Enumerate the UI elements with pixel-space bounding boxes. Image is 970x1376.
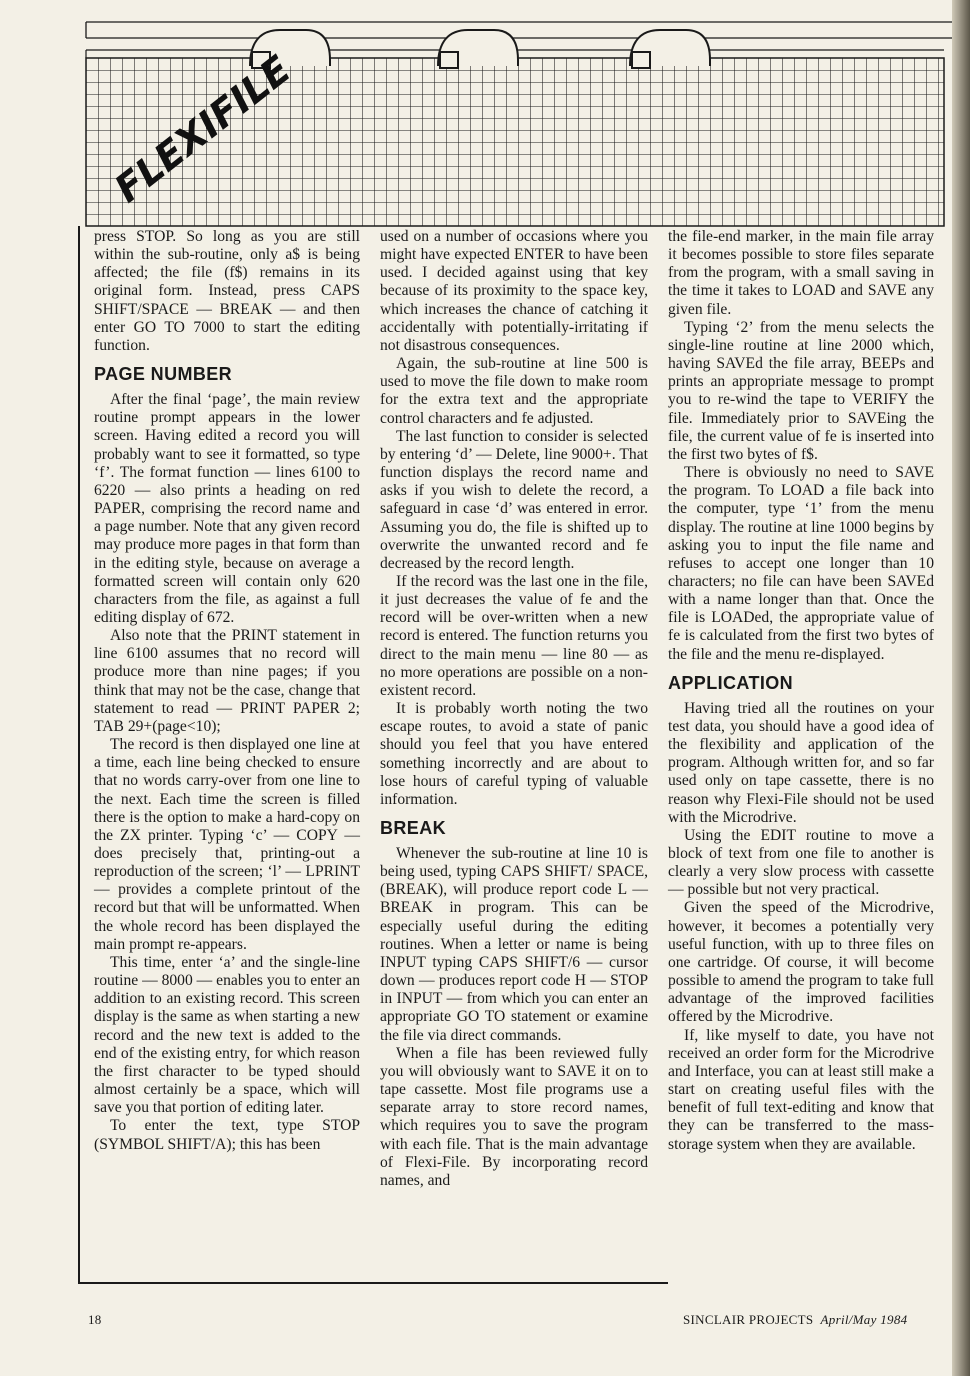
article-column-2 xyxy=(380,228,648,1190)
article-column-3 xyxy=(668,228,934,1154)
page-number: 18 xyxy=(88,1312,102,1327)
body-paragraph: When a file has been reviewed fully you will obviously want to SAVE it on to tape cassette. Most file programs use a separate array to store record names, which requires you to save the program with each file. That is the main advantage of Flexi-File. By incorporating record names, and xyxy=(380,1044,648,1189)
section-heading: BREAK xyxy=(380,818,447,838)
body-paragraph: Typing ‘2’ from the menu selects the single-line routine at line 2000 which, having SAVEd the file array, BEEPs and prints an appropriate message to prompt you to re-wind the tape to VERIFY the file. Immediately prior to SAVEing the file, the current value of fe is inserted into the first two bytes of f$. xyxy=(668,318,934,463)
flexifile-logo: FLEXIFILE xyxy=(106,47,299,212)
body-paragraph: Also note that the PRINT statement in line 6100 assumes that no record will produce more than nine pages; if you think that may not be the case, change that statement to read — PRINT PAPER 2; TAB 29+(page<10); xyxy=(94,627,360,735)
publication-footer xyxy=(683,1312,907,1328)
page-edge-shadow xyxy=(952,0,970,1376)
body-paragraph: the file-end marker, in the main file array it becomes possible to store files separate from the program, with a small saving in the time it takes to LOAD and SAVE any given file. xyxy=(668,228,934,318)
issue-date: April/May 1984 xyxy=(820,1312,908,1327)
body-paragraph: If the record was the last one in the file, it just decreases the value of fe and the record will be over-written when a new record is entered. The function returns you direct to the main menu — line 80 — as no more operations are possible on a non-existent record. xyxy=(380,572,648,699)
body-paragraph: Given the speed of the Microdrive, however, it becomes a potentially very useful function, with up to three files on one cartridge. Of course, it will become possible to amend the program to take full advantage of the improved facilities offered by the Microdrive. xyxy=(668,899,934,1026)
body-paragraph: Having tried all the routines on your test data, you should have a good idea of the flexibility and application of the program. Although written for, and so far used only on tape cassette, there is no reason why Flexi-File should not be used with the Microdrive. xyxy=(668,699,934,826)
article-column-1 xyxy=(94,228,360,1154)
section-heading: APPLICATION xyxy=(668,672,794,693)
body-paragraph: The record is then displayed one line at a time, each line being checked to ensure that no words carry-over from one line to the next. Each time the screen is filled there is the option to make a hard-copy on the ZX printer. Typing ‘c’ — COPY — does precisely that, printing-out a reproduction of the screen; ‘l’ — LPRINT — provides a complete printout of the record but that will be unformatted. When the whole record has been displayed the main prompt re-appears. xyxy=(94,736,360,953)
body-paragraph: To enter the text, type STOP (SYMBOL SHIFT/A); this has been xyxy=(94,1117,360,1153)
body-paragraph: Whenever the sub-routine at line 10 is being used, typing CAPS SHIFT/ SPACE, (BREAK), will produce report code L — BREAK in program. This can be especially useful during the editing routines. When a letter or name is being INPUT typing CAPS SHIFT/6 — cursor down — produces report code H — STOP in INPUT — from which you can enter an appropriate GO TO statement or examine the file via direct commands. xyxy=(380,845,648,1044)
body-paragraph: press STOP. So long as you are still within the sub-routine, only a$ is being affected; the file (f$) remains in its original form. Instead, press CAPS SHIFT/SPACE — BREAK — and then enter GO TO 7000 to start the editing function. xyxy=(94,228,360,354)
body-paragraph: After the final ‘page’, the main review routine prompt appears in the lower screen. Having edited a record you will probably want to see it formatted, so type ‘f’. The format function — lines 6100 to 6220 — also prints a heading on red PAPER, comprising the record name and a page number. Note that any given record may produce more pages in that form than in the editing style, because on average a formatted screen will contain only 620 characters from the file, as against a full editing display of 672. xyxy=(94,391,360,626)
body-paragraph: Using the EDIT routine to move a block of text from one file to another is clearly a very slow process with cassette — possible but not very practical. xyxy=(668,826,934,899)
column-divider-left xyxy=(78,226,80,1284)
body-paragraph: If, like myself to date, you have not received an order form for the Microdrive and Interface, you can at least still make a start on creating useful files with the benefit of full text-editing and know that they can be transferred to the mass-storage system when they are available. xyxy=(668,1026,934,1153)
body-paragraph: The last function to consider is selected by entering ‘d’ — Delete, line 9000+. That function displays the record name and asks if you wish to delete the record, a safeguard in case ‘d’ was entered in error. Assuming you do, the file is shifted up to overwrite the unwanted record and fe decreased by the record length. xyxy=(380,427,648,572)
body-paragraph: It is probably worth noting the two escape routes, to avoid a state of panic should you feel that you have entered something incorrectly and are about to lose hours of careful typing of valuable information. xyxy=(380,700,648,808)
body-paragraph: There is obviously no need to SAVE the program. To LOAD a file back into the computer, type ‘1’ from the menu display. The routine at line 1000 begins by asking you to input the file name and refuses to accept one longer than 10 characters; no file can have been SAVEd with a name longer than that. Once the file is LOADed, the appropriate value of fe is calculated from the first two bytes of the file and the menu re-displayed. xyxy=(668,464,934,663)
body-paragraph: Again, the sub-routine at line 500 is used to move the file down to make room for the extra text and the appropriate control characters and fe adjusted. xyxy=(380,355,648,427)
publication-name: SINCLAIR PROJECTS xyxy=(683,1312,814,1327)
section-heading: PAGE NUMBER xyxy=(94,364,233,385)
header-grid-illustration xyxy=(0,0,952,235)
body-paragraph: used on a number of occasions where you might have expected ENTER to have been used. I decided against using that key because of its proximity to the space key, which increases the chance of catching it accidentally with potentially-irritating if not disastrous consequences. xyxy=(380,228,648,354)
bottom-rule xyxy=(78,1282,668,1284)
body-paragraph: This time, enter ‘a’ and the single-line routine — 8000 — enables you to enter an addition to an existing record. This screen display is the same as when starting a new record and the new text is added to the end of the existing entry, for which reason the first character to be typed should almost certainly be a space, which will save you that portion of editing later. xyxy=(94,953,360,1117)
